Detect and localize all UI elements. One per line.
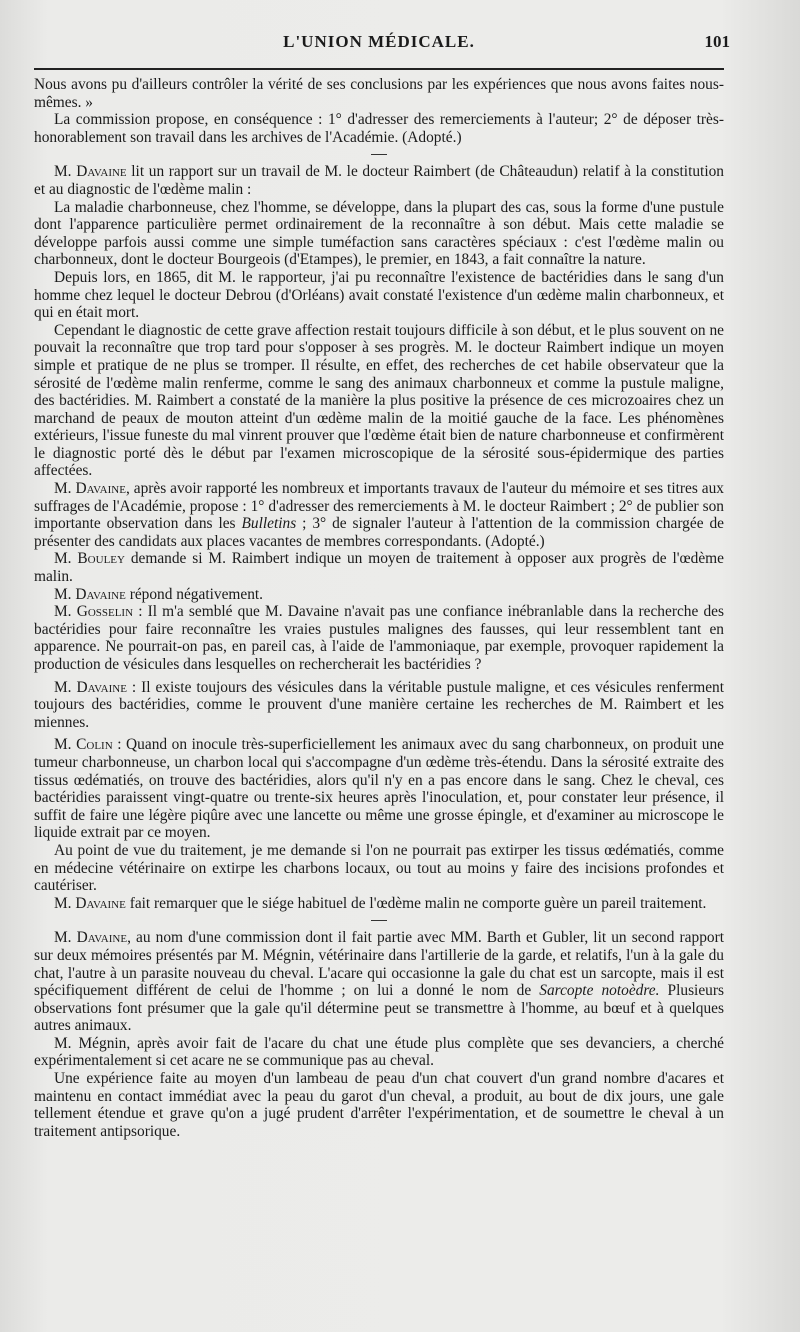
- paragraph: M. Davaine, au nom d'une commission dont il fait partie avec MM. Barth et Gubler, lit un second rapport sur deux mémoires présentés par M. Mégnin, vétérinaire dans l'artillerie de la garde, et relatifs, l'un à la gale du chat, l'autre à un parasite nouveau du cheval. L'acare qui occasionne la gale du chat est un sarcopte, mais il est spécifiquement différent de celui de l'homme ; on lui a donné le nom de Sarcopte notoèdre. Plusieurs observations font présumer que la gale qu'il détermine peut se transmettre à l'homme, au bœuf et à quelques autres animaux.: [34, 929, 724, 1035]
- paragraph: La maladie charbonneuse, chez l'homme, se développe, dans la plupart des cas, sous la forme d'une pustule dont l'apparence particulière permet ordinairement de la reconnaître à son début. Mais cette maladie se développe parfois aussi comme une simple tuméfaction sans caractères spéciaux : c'est l'œdème malin ou charbonneux, dont le docteur Bourgeois (d'Etampes), le premier, en 1843, a fait connaître la nature.: [34, 198, 724, 269]
- paragraph: M. Davaine lit un rapport sur un travail de M. le docteur Raimbert (de Châteaudun) relatif à la constitution et au diagnostic de l'œdème malin :: [34, 163, 724, 198]
- speaker-name: Davaine: [75, 480, 126, 498]
- speaker-name: Bouley: [77, 550, 125, 568]
- paragraph: La commission propose, en conséquence : 1° d'adresser des remerciements à l'auteur; 2° de déposer très-honorablement son travail dans les archives de l'Académie. (Adopté.): [34, 111, 724, 146]
- article-body: [34, 76, 724, 1140]
- paragraph: Cependant le diagnostic de cette grave affection restait toujours difficile à son début, et le plus souvent on ne pouvait la reconnaître que trop tard pour s'opposer à ses progrès. M. le docteur Raimbert indique un moyen simple et pratique de ne plus se tromper. Il résulte, en effet, des recherches de cet habile observateur que la sérosité de l'œdème malin renferme, comme le sang des animaux charbonneux et comme la pustule maligne, des bactéridies. M. Raimbert a constaté de la manière la plus positive la présence de ces microzoaires chez un marchand de peaux de mouton atteint d'un œdème malin de la moitié gauche de la face. Les phénomènes extérieurs, l'issue funeste du mal vinrent prouver que l'œdème était bien de nature charbonneuse et confirmèrent le diagnostic porté dès le début par l'examen microscopique de la sérosité sous-épidermique des parties affectées.: [34, 321, 725, 480]
- speaker-name: Davaine: [76, 678, 127, 696]
- paragraph: M. Davaine fait remarquer que le siége habituel de l'œdème malin ne comporte guère un pareil traitement.: [54, 894, 707, 912]
- section-separator: [371, 920, 387, 921]
- paragraph: M. Bouley demande si M. Raimbert indique un moyen de traitement à opposer aux progrès de l'œdème malin.: [34, 550, 724, 586]
- speaker-name: Davaine: [76, 163, 127, 181]
- paragraph: M. Davaine, après avoir rapporté les nombreux et importants travaux de l'auteur du mémoire et ses titres aux suffrages de l'Académie, propose : 1° d'adresser des remerciements à M. le docteur Raimbert ; 2° de publier son importante observation dans les Bulletins ; 3° de signaler l'auteur à l'attention de la commission chargée de présenter des candidats aux places vacantes de membres correspondants. (Adopté.): [34, 480, 724, 550]
- paragraph: Au point de vue du traitement, je me demande si l'on ne pourrait pas extirper les tissus œdématiés, comme en médecine vétérinaire on extirpe les charbons locaux, ou tout au moins y faire des incisions profondes et cautériser.: [34, 841, 724, 895]
- paragraph: M. Davaine : Il existe toujours des vésicules dans la véritable pustule maligne, et ces vésicules renferment toujours des bactéridies, comme le prouvent d'une manière certaine les recherches de M. Raimbert et les miennes.: [34, 678, 724, 731]
- speaker-name: Davaine: [75, 585, 126, 603]
- running-title: L'UNION MÉDICALE.: [283, 32, 475, 51]
- page-header: [34, 24, 730, 58]
- speaker-name: Colin: [76, 736, 113, 754]
- paragraph: Une expérience faite au moyen d'un lambeau de peau d'un chat couvert d'un grand nombre d'acares et maintenu en contact immédiat avec la peau du garot d'un cheval, a produit, au bout de dix jours, une gale tellement étendue et grave qu'on a jugé prudent d'arrêter l'expérimentation, et de soumettre le cheval à un traitement antipsorique.: [34, 1070, 724, 1140]
- paragraph: M. Gosselin : Il m'a semblé que M. Davaine n'avait pas une confiance inébranlable dans la recherche des bactéridies pour faire reconnaître les vraies pustules malignes des fausses, qui leur ressemblent tant en apparence. Ne pourrait-on pas, en pareil cas, à l'aide de l'ammoniaque, par exemple, provoquer rapidement la production de vésicules dans lesquelles on rechercherait les bactéridies ?: [34, 603, 724, 673]
- section-separator: [371, 154, 387, 155]
- speaker-name: Gosselin: [76, 603, 134, 621]
- speaker-name: Davaine: [75, 894, 126, 912]
- paragraph: Nous avons pu d'ailleurs contrôler la vérité de ses conclusions par les expériences que nous avons faites nous-mêmes. »: [34, 76, 724, 111]
- paragraph: Depuis lors, en 1865, dit M. le rapporteur, j'ai pu reconnaître l'existence de bactéridies dans le sang d'un homme chez lequel le docteur Debrou (d'Orléans) avait constaté l'existence d'un œdème malin charbonneux, et qui en était mort.: [34, 268, 724, 322]
- paragraph: M. Mégnin, après avoir fait de l'acare du chat une étude plus complète que ses devanciers, a cherché expérimentalement si cet acare ne se communique pas au cheval.: [34, 1034, 724, 1070]
- speaker-name: Davaine: [76, 929, 128, 947]
- header-rule: [34, 68, 724, 70]
- paragraph: M. Davaine répond négativement.: [54, 585, 264, 603]
- page-number: 101: [704, 32, 730, 51]
- paragraph: M. Colin : Quand on inocule très-superficiellement les animaux avec du sang charbonneux, on produit une tumeur charbonneuse, un charbon local qui s'accompagne d'un œdème très-étendu. Dans la sérosité extraite des tissus œdématiés, on trouve des bactéridies, alors qu'il n'y en a pas encore dans le sang. Chez le cheval, ces bactéridies paraissent vingt-quatre ou trente-six heures après l'inoculation, et, pour constater leur présence, il suffit de faire une légère piqûre avec une lancette ou même une grosse épingle, et d'examiner au microscope le liquide extrait par ce moyen.: [34, 736, 724, 842]
